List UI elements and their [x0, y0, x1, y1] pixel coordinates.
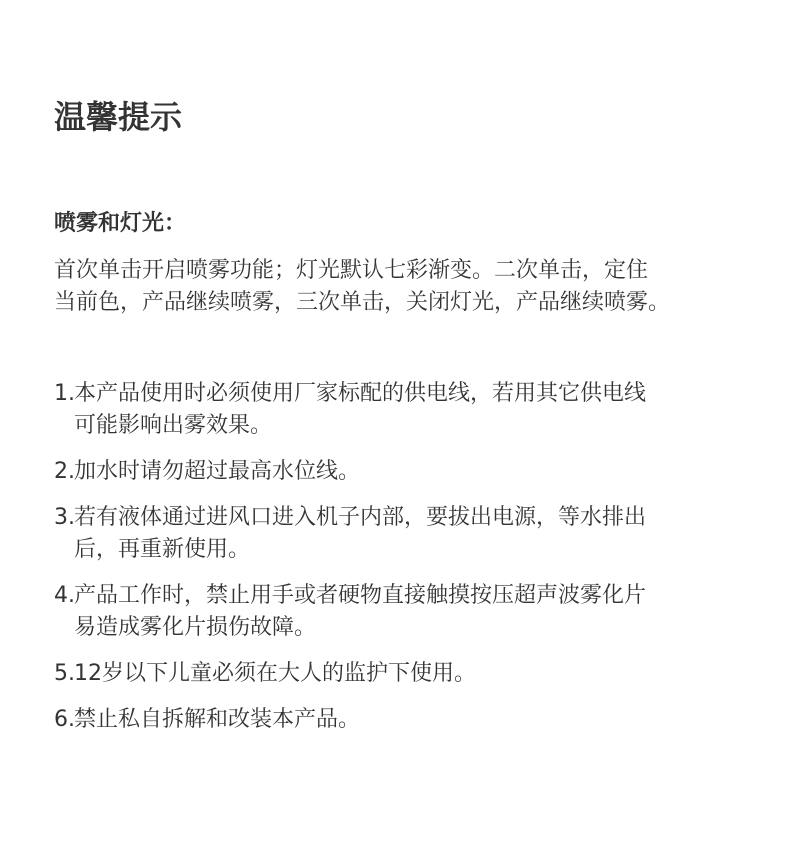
- notice-text: [74, 378, 754, 442]
- notice-item-2: [54, 456, 754, 488]
- spray-light-heading: 喷雾和灯光：: [54, 211, 187, 236]
- notice-number: 3.: [54, 505, 75, 530]
- spray-light-line: 当前色，产品继续喷雾，三次单击，关闭灯光，产品继续喷雾。: [54, 290, 671, 315]
- notice-text: [74, 502, 754, 566]
- notice-text: [74, 658, 754, 690]
- spray-light-line: 首次单击开启喷雾功能；灯光默认七彩渐变。二次单击，定住: [54, 258, 649, 283]
- notice-number: 1.: [54, 381, 75, 406]
- notice-number: 5.: [54, 661, 75, 686]
- notice-text: [74, 580, 754, 644]
- notice-line: 易造成雾化片损伤故障。: [74, 615, 317, 640]
- notice-number: 6.: [54, 707, 75, 732]
- notice-item-6: [54, 704, 754, 736]
- notice-text: [74, 704, 754, 736]
- notice-number: 4.: [54, 583, 75, 608]
- notice-item-3: [54, 502, 754, 566]
- page-title: 温馨提示: [54, 98, 183, 136]
- notice-text: [74, 456, 754, 488]
- notice-item-5: [54, 658, 754, 690]
- notice-line: 本产品使用时必须使用厂家标配的供电线，若用其它供电线: [74, 381, 647, 406]
- notice-list: [54, 378, 754, 750]
- notice-line: 若有液体通过进风口进入机子内部，要拔出电源，等水排出: [74, 505, 647, 530]
- notice-line: 12岁以下儿童必须在大人的监护下使用。: [74, 661, 476, 686]
- notice-number: 2.: [54, 459, 75, 484]
- notice-line: 禁止私自拆解和改装本产品。: [74, 707, 361, 732]
- notice-line: 产品工作时，禁止用手或者硬物直接触摸按压超声波雾化片: [74, 583, 647, 608]
- notice-item-1: [54, 378, 754, 442]
- notice-line: 可能影响出雾效果。: [74, 413, 273, 438]
- notice-item-4: [54, 580, 754, 644]
- notice-line: 后，再重新使用。: [74, 537, 251, 562]
- spray-light-description: [54, 255, 774, 319]
- notice-line: 加水时请勿超过最高水位线。: [74, 459, 361, 484]
